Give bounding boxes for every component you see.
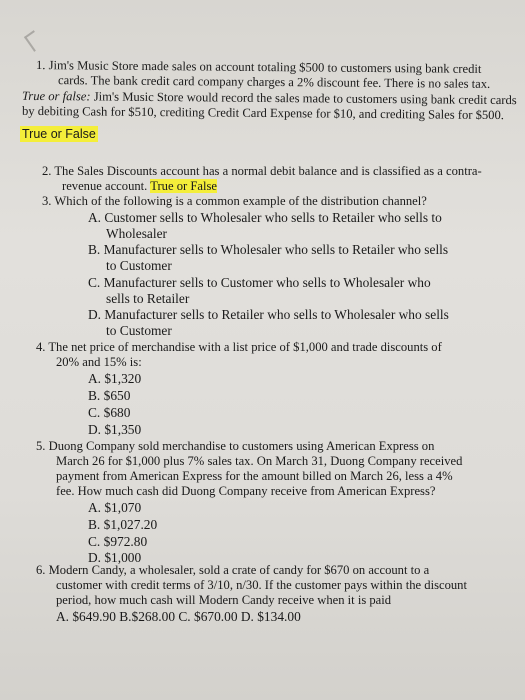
q6-line-2: customer with credit terms of 3/10, n/30. If the customer pays within the discount: [56, 578, 467, 592]
q1-line-4: by debiting Cash for $510, crediting Credit Card Expense for $10, and crediting Sales for $500.: [21, 103, 505, 123]
q2-line-1: 2. The Sales Discounts account has a normal debit balance and is classified as a contra-: [42, 164, 482, 178]
q4-line-1: 4. The net price of merchandise with a list price of $1,000 and trade discounts of: [36, 340, 442, 354]
q2-line-2-text: revenue account.: [62, 179, 148, 193]
q6-line-1: 6. Modern Candy, a wholesaler, sold a crate of candy for $670 on account to a: [36, 563, 430, 577]
q3-question: 3. Which of the following is a common example of the distribution channel?: [42, 194, 427, 208]
staple-mark: [24, 30, 44, 52]
q3-option-b-line-1: B. Manufacturer sells to Wholesaler who sells to Retailer who sells: [88, 242, 449, 257]
q6-line-3: period, how much cash will Modern Candy receive when it is paid: [56, 593, 392, 607]
q6-options: A. $649.90 B.$268.00 C. $670.00 D. $134.00: [56, 609, 301, 624]
q2-line-2: [62, 179, 217, 194]
q4-option-b: B. $650: [88, 388, 131, 403]
q3-option-c-line-1: C. Manufacturer sells to Customer who sells to Wholesaler who: [88, 275, 431, 290]
q5-line-3: payment from American Express for the amount billed on March 26, less a 4%: [56, 469, 453, 483]
q5-line-4: fee. How much cash did Duong Company receive from American Express?: [56, 484, 436, 498]
q3-option-a-line-1: A. Customer sells to Wholesaler who sells to Retailer who sells to: [88, 210, 442, 225]
q3-option-d-line-2: to Customer: [106, 323, 172, 338]
q3-option-a-line-2: Wholesaler: [106, 226, 167, 241]
q4-option-d: D. $1,350: [88, 422, 142, 437]
q2-answer-highlight: True or False: [150, 179, 217, 193]
q4-option-c: C. $680: [88, 405, 131, 420]
q1-answer-highlight: True or False: [22, 127, 96, 141]
q1-line-1: 1. Jim's Music Store made sales on account totaling $500 to customers using bank credit: [35, 58, 482, 76]
q5-line-2: March 26 for $1,000 plus 7% sales tax. On March 31, Duong Company received: [56, 454, 463, 468]
q3-option-b-line-2: to Customer: [106, 258, 172, 273]
q5-option-a: A. $1,070: [88, 500, 142, 515]
q1-line-2: cards. The bank credit card company charges a 2% discount fee. There is no sales tax.: [57, 73, 491, 91]
q3-option-d-line-1: D. Manufacturer sells to Retailer who sells to Wholesaler who sells: [88, 307, 449, 322]
q1-answer: [20, 127, 98, 142]
q1-line-3-rest: Jim's Music Store would record the sales made to customers using bank credit cards: [90, 89, 517, 108]
q5-option-c: C. $972.80: [88, 534, 148, 549]
q1-true-false-label: True or false:: [21, 88, 91, 104]
q5-option-d: D. $1,000: [88, 550, 142, 565]
q5-option-b: B. $1,027.20: [88, 517, 158, 532]
q4-line-2: 20% and 15% is:: [56, 355, 142, 369]
q5-line-1: 5. Duong Company sold merchandise to customers using American Express on: [36, 439, 435, 453]
q4-option-a: A. $1,320: [88, 371, 142, 386]
q3-option-c-line-2: sells to Retailer: [106, 291, 190, 306]
